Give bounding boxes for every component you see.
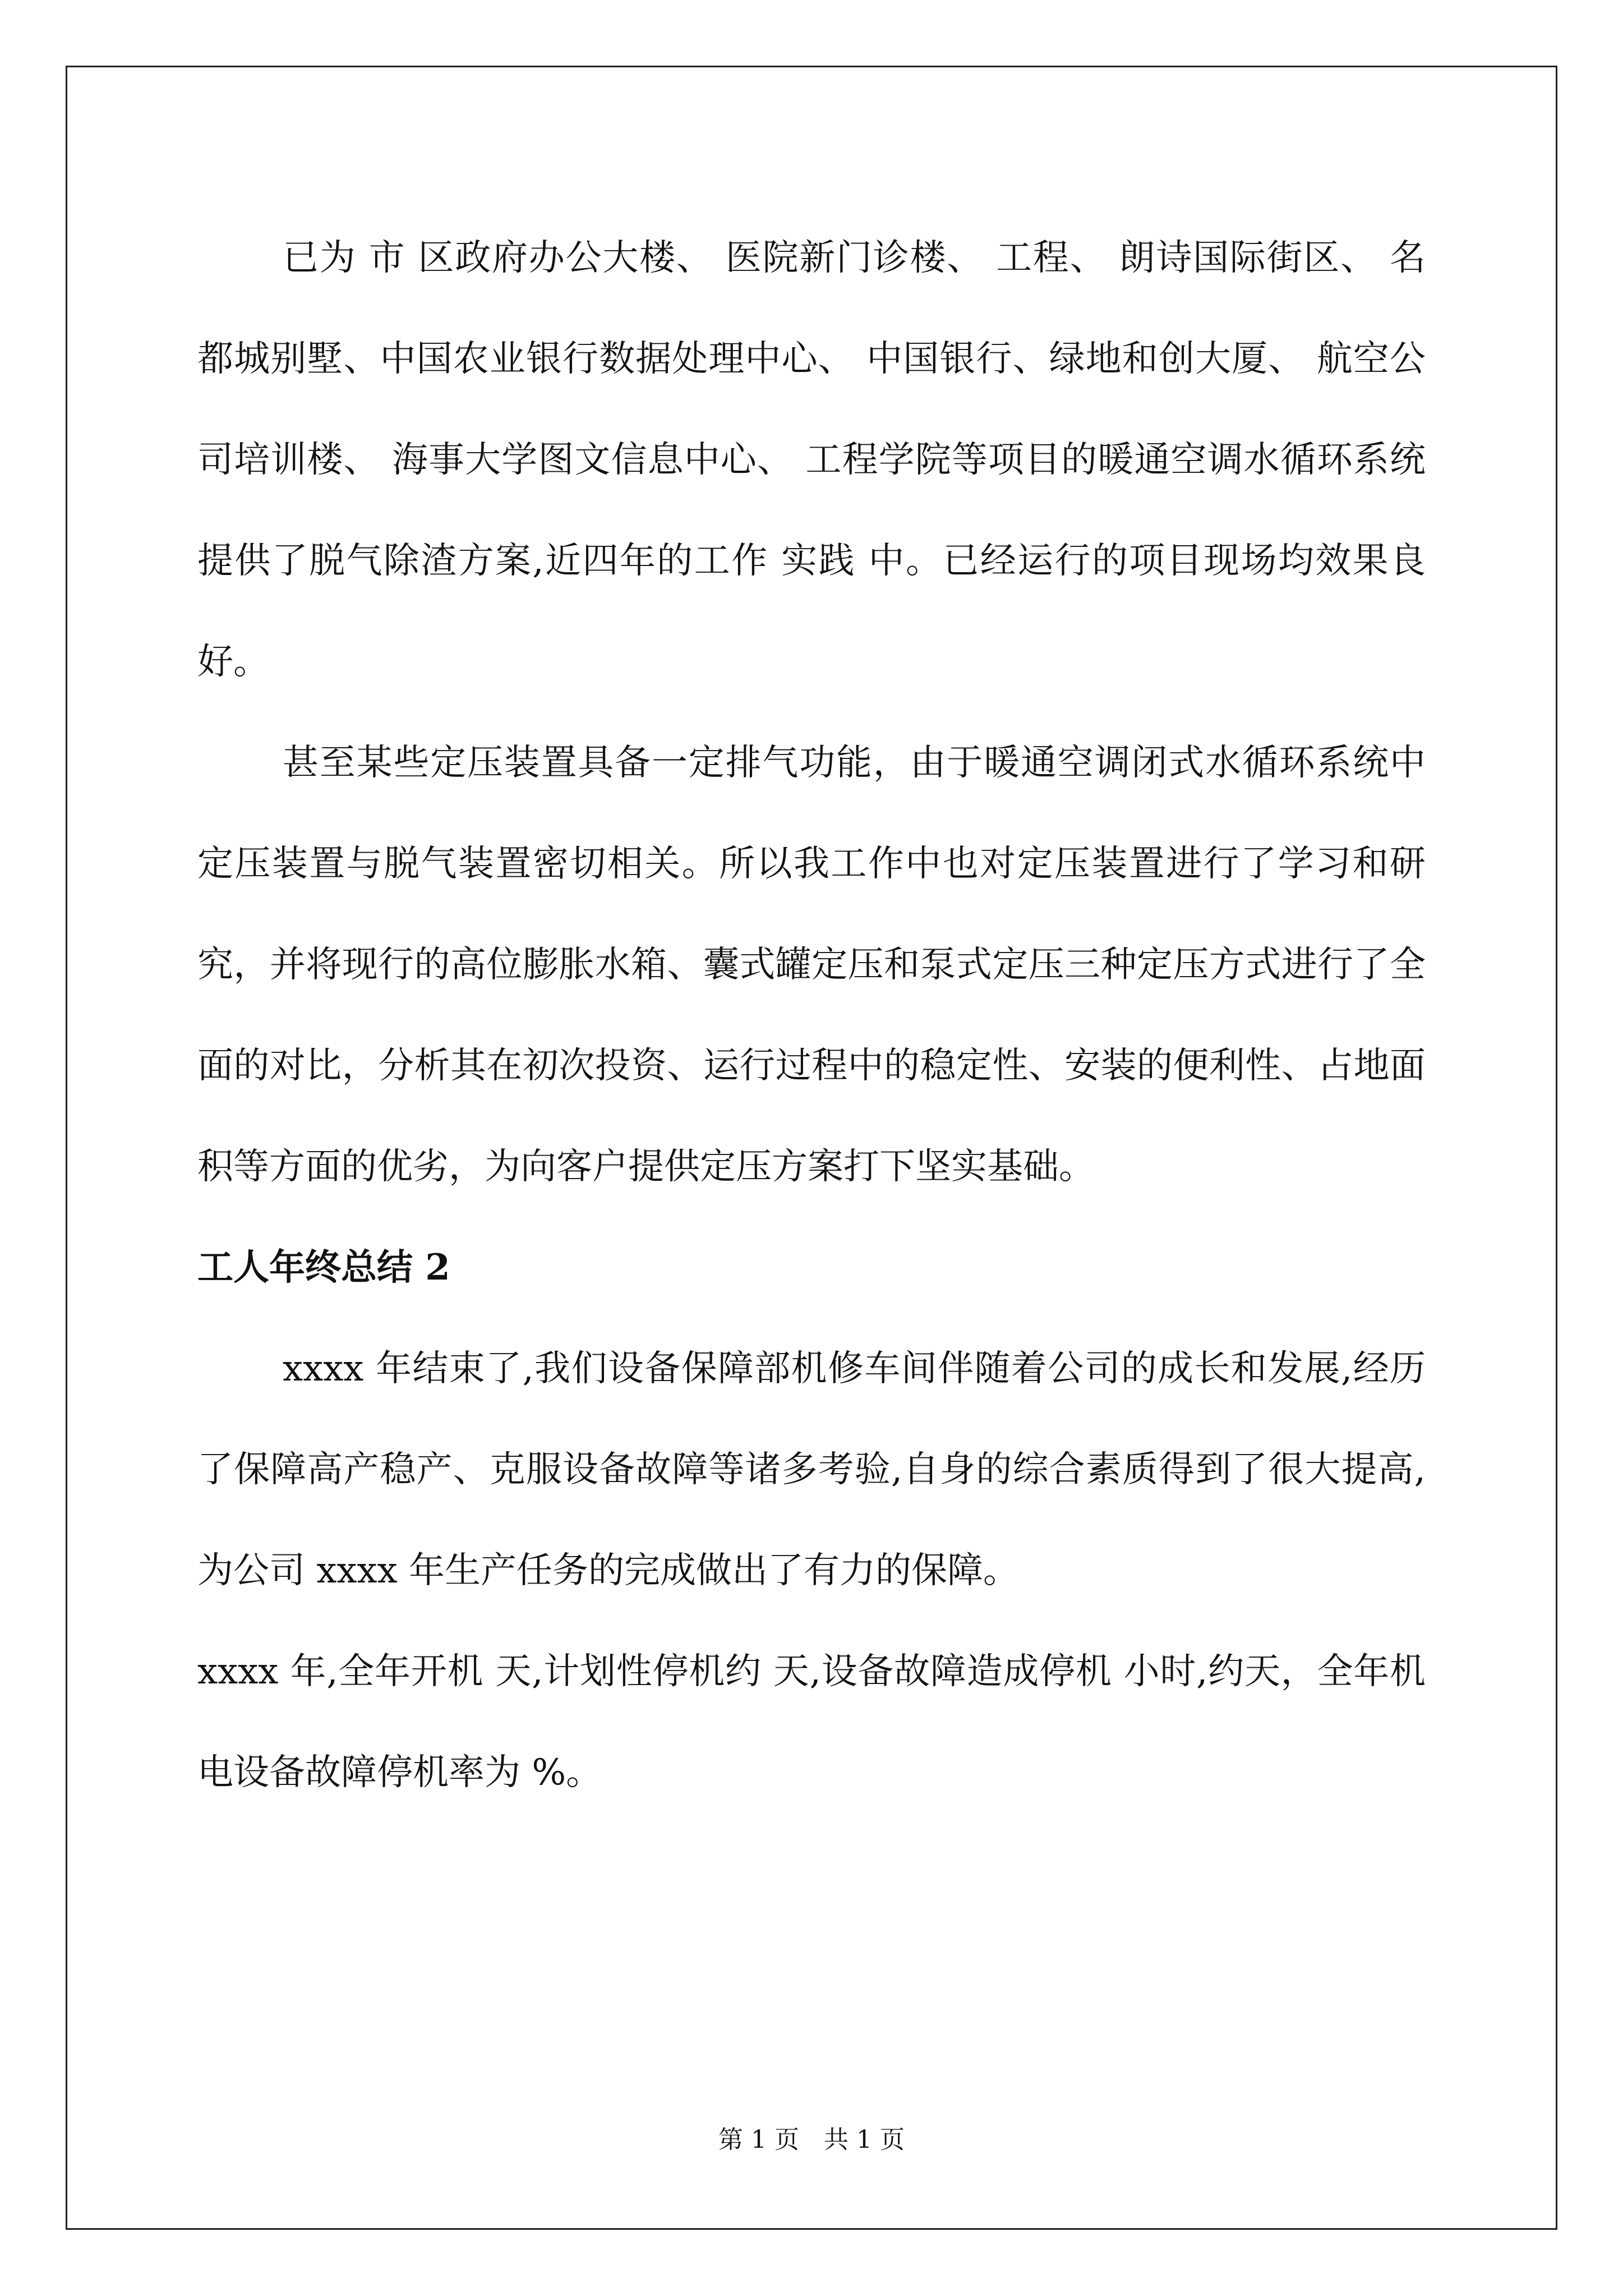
paragraph-projects: 已为 市 区政府办公大楼、 医院新门诊楼、 工程、 朗诗国际街区、 名都城别墅、中国农业银行数据处理中心、 中国银行、绿地和创大厦、 航空公司培训楼、 海事大学图文信息中心、 工程学院等项目的暖通空调水循环系统提供了脱气除渣方案,近四年的工作 实践 中。已经运行的项目现场均效果良好。 xyxy=(197,237,1426,683)
paragraph-pressure-devices: 甚至某些定压装置具备一定排气功能，由于暖通空调闭式水循环系统中定压装置与脱气装置密切相关。所以我工作中也对定压装置进行了学习和研究，并将现行的高位膨胀水箱、囊式罐定压和泵式定压三种定压方式进行了全面的对比，分析其在初次投资、运行过程中的稳定性、安装的便利性、占地面积等方面的优劣，为向客户提供定压方案打下坚实基础。 xyxy=(197,742,1426,1188)
section-heading: 工人年终总结 2 xyxy=(197,1246,450,1289)
page-footer: 第 1 页 共 1 页 xyxy=(718,2125,905,2154)
paragraph-year-summary: xxxx 年结束了,我们设备保障部机修车间伴随着公司的成长和发展,经历了保障高产稳产、克服设备故障等诸多考验,自身的综合素质得到了很大提高,为公司 xxxx 年生产任务的完成做出了有力的保障。 xyxy=(197,1348,1426,1591)
paragraph-downtime-stats: xxxx 年,全年开机 天,计划性停机约 天,设备故障造成停机 小时,约天，全年机电设备故障停机率为 %。 xyxy=(197,1651,1426,1793)
document-body xyxy=(197,208,1426,1823)
